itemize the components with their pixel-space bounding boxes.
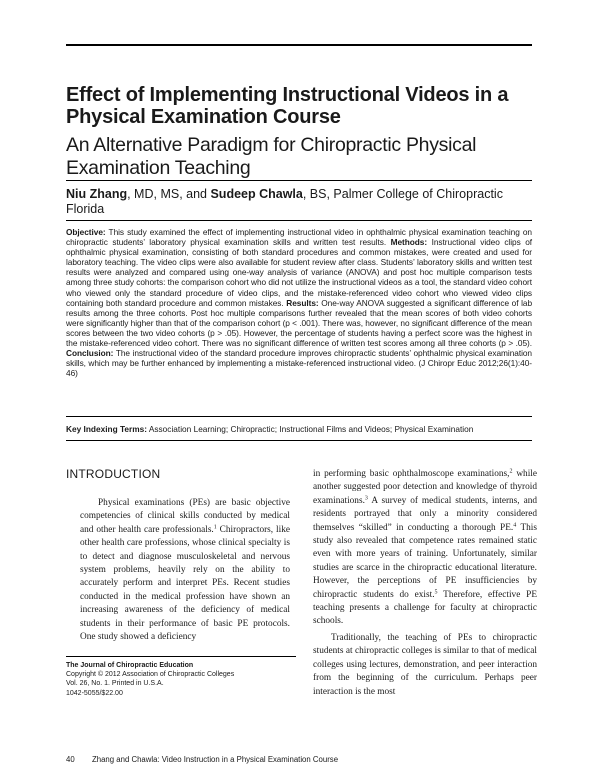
keywords-rule-bottom xyxy=(66,440,532,441)
conclusion-text: The instructional video of the standard procedure improves chiropractic students’ ophthalmic physical examination skills, which may be further enhanced by implementing a mistake-referenced instructional video. (J Chiropr Educ 2012;26(1):40-46) xyxy=(66,348,532,379)
journal-info-rule xyxy=(66,656,296,657)
keywords-rule-top xyxy=(66,416,532,417)
intro-paragraph-1 xyxy=(80,497,290,644)
article-subtitle: An Alternative Paradigm for Chiropractic Physical Examination Teaching xyxy=(66,134,477,179)
journal-issn: 1042-5055/$22.00 xyxy=(66,689,123,697)
key-indexing-terms xyxy=(66,424,532,434)
subtitle-rule xyxy=(66,180,532,181)
keywords-text: Association Learning; Chiropractic; Instructional Films and Videos; Physical Examination xyxy=(147,424,474,434)
page-footer xyxy=(66,755,338,764)
author-2-affiliation: , BS, Palmer College of Chiropractic Florida xyxy=(66,187,503,216)
objective-text: This study examined the effect of implementing instructional video in ophthalmic physical examination teaching on chiropractic students’ laboratory physical examination skills and written test results. xyxy=(66,227,532,248)
methods-text: Instructional video clips of ophthalmic physical examination, consisting of both standard procedures and common mistakes, were created and used for laboratory teaching. The video clips were also available for student review after class. Students’ laboratory skills and written test results were analyzed and compared using one-way analysis of variance (ANOVA) and post hoc multiple comparison tests among three study cohorts: the comparison cohort who did not utilize the instructional videos as a tool, the standard video cohort who viewed only the standard procedure of video clips, and the mistake-referenced video cohort who viewed video clips containing both standard procedure and common mistakes. xyxy=(66,237,533,308)
journal-name: The Journal of Chiropractic Education xyxy=(66,662,194,669)
paragraph-text: Therefore, effective PE teaching presents a challenge for faculty at chiropractic schools. xyxy=(313,589,537,627)
column-left xyxy=(80,497,290,644)
citation-ref: 2 xyxy=(509,468,513,475)
journal-volume: Vol. 26, No. 1. Printed in U.S.A. xyxy=(66,680,164,688)
results-label: Results: xyxy=(286,297,319,308)
column-right xyxy=(313,468,537,699)
page-number: 40 xyxy=(66,755,75,764)
author-line xyxy=(66,187,536,217)
running-title: Zhang and Chawla: Video Instruction in a Physical Examination Course xyxy=(92,755,339,764)
paragraph-text: Physical examinations (PEs) are basic objective competencies of clinical skills conducted by medical and other health care professionals. xyxy=(80,498,290,535)
paragraph-text: while another suggested poor detection and knowledge of thyroid examinations. xyxy=(313,469,537,506)
paragraph-text: Chiropractors, like other health care professions, whose clinical specialty is to detect and diagnose musculoskeletal and nervous system problems, heavily rely on the ability to accurately perform and interpret PEs. Recent studies conducted in the medical profession have shown an increasing awareness of the deficiency of medical students in their performance of basic PE protocols. One study showed a deficiency xyxy=(80,524,290,643)
objective-label: Objective: xyxy=(66,227,106,237)
citation-ref: 1 xyxy=(213,524,217,531)
introduction-heading: INTRODUCTION xyxy=(66,467,161,481)
citation-ref: 3 xyxy=(364,495,368,502)
author-2-name: Sudeep Chawla xyxy=(210,187,303,201)
journal-copyright: Copyright © 2012 Association of Chiropractic Colleges xyxy=(66,671,235,679)
top-rule xyxy=(66,44,532,46)
intro-paragraph-2: Traditionally, the teaching of PEs to chiropractic students at chiropractic colleges is similar to that of medical colleges using lectures, demonstration, and peer interaction from the beginning of the curriculum. Perhaps peer interaction is the most xyxy=(313,632,537,697)
keywords-label: Key Indexing Terms: xyxy=(66,424,147,434)
paragraph-text: A survey of medical students, interns, and residents portrayed that only a minority considered themselves “skilled” in conducting a thorough PE. xyxy=(313,495,537,533)
paragraph-text: in performing basic ophthalmoscope examinations, xyxy=(313,469,510,479)
abstract xyxy=(66,227,532,378)
abstract-rule xyxy=(66,220,532,221)
paragraph-text: This study also revealed that competence rates remained static even with more years of training. Unfortunately, similar studies are scarce in the chiropractic educational literature. However, the perceptions of PE insufficiencies by chiropractic students do exist. xyxy=(313,522,537,600)
results-text: One-way ANOVA suggested a significant difference of lab results among the three cohorts. Post hoc multiple comparisons further revealed that the mean scores of both video cohorts were significantly higher than that of the comparison cohort (p < .001). There was, however, no significant difference of the mean scores between the two video cohorts (p > .05). However, the percentage of students having a perfect score was the highest in the mistake-referenced video cohort. There was no significant difference of written test scores among all three cohorts (p > .05). xyxy=(66,297,533,349)
methods-label: Methods: xyxy=(390,237,428,248)
journal-info xyxy=(66,661,296,698)
author-1-credentials: , MD, MS, and xyxy=(127,187,211,201)
citation-ref: 5 xyxy=(434,589,438,596)
conclusion-label: Conclusion: xyxy=(66,348,114,359)
intro-paragraph-continued xyxy=(313,468,537,629)
citation-ref: 4 xyxy=(513,522,517,529)
author-1-name: Niu Zhang xyxy=(66,187,128,201)
article-title: Effect of Implementing Instructional Videos in a Physical Examination Course xyxy=(66,84,509,128)
